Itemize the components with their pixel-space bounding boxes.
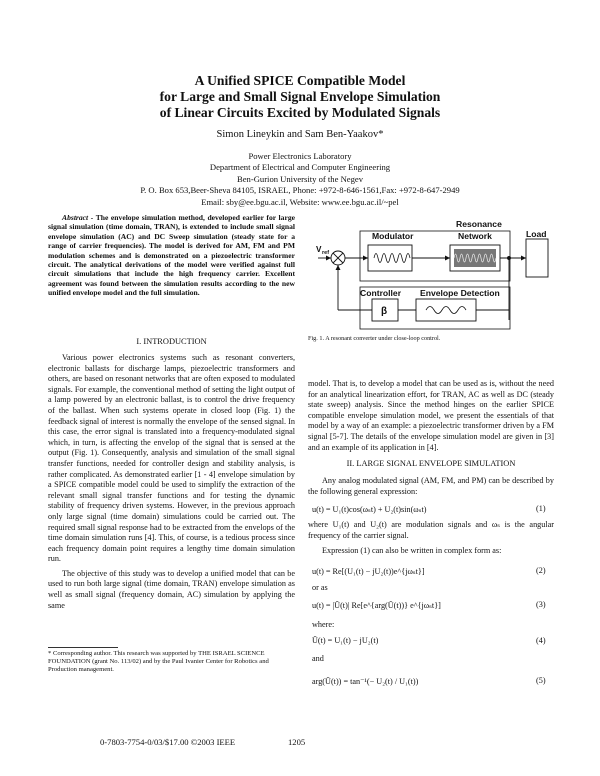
footnote-rule bbox=[48, 647, 118, 648]
title-line-1: A Unified SPICE Compatible Model bbox=[194, 73, 406, 88]
abstract-text: The envelope simulation method, developed earlier for large signal simulation (time domain, TRAN), is extended to include small signal envelope simulation (AC) and DC Sweep simulation (steady state for a range of carrier frequencies). The model is derived for AM, FM and PM modulation schemes and is demonstrated on a piezoelectric transformer circuit. The analytical derivations of the model were verified against full circuit simulations that include the high frequency carrier. Excellent agreement was found between the simulation results according to the new unified envelope model and the full simulation. bbox=[48, 213, 295, 298]
intro-body bbox=[48, 353, 295, 611]
right-col-p4-text: Expression (1) can also be written in complex form as: bbox=[322, 546, 502, 555]
resonance-network-waveform bbox=[454, 249, 496, 267]
intro-heading: I. INTRODUCTION bbox=[136, 337, 207, 346]
figure-1-block-diagram bbox=[312, 215, 556, 331]
abstract-label: Abstract - bbox=[62, 213, 94, 222]
or-as-text: or as bbox=[312, 583, 328, 592]
title-line-2: for Large and Small Signal Envelope Simulation bbox=[159, 89, 441, 104]
abstract bbox=[48, 213, 295, 298]
footnote: * Corresponding author. This research was supported by THE ISRAEL SCIENCE FOUNDATION (grant No. 113/02) and by the Paul Ivanier Center for Robotics and Production management. bbox=[48, 650, 269, 674]
load-box bbox=[526, 239, 548, 277]
right-col-p2-text: Any analog modulated signal (AM, FM, and PM) can be described by the following general expression: bbox=[308, 476, 554, 496]
paper-title bbox=[0, 73, 600, 121]
equation-4-number: (4) bbox=[536, 636, 546, 645]
affiliation-univ: Ben-Gurion University of the Negev bbox=[236, 173, 363, 184]
right-col-paragraph-3: where U₁(t) and U₂(t) are modulation signals and ωₛ is the angular frequency of the carrier signal. bbox=[308, 520, 554, 540]
vref-label: V bbox=[316, 245, 322, 254]
intro-paragraph-2: The objective of this study was to develop a unified model that can be used to run both large signal (time domain, TRAN) envelope simulation as well as small signal (frequency domain, AC) simulation by applying the same bbox=[48, 568, 295, 610]
beta-label: β bbox=[381, 306, 388, 317]
equation-2: u(t) = Re[(U₁(t) − jU₂(t))e^{jωₛt}] bbox=[312, 567, 425, 576]
affiliation-dept: Department of Electrical and Computer Engineering bbox=[209, 162, 391, 173]
controller-label: Controller bbox=[360, 288, 402, 298]
equation-4: Ũ(t) = U₁(t) − jU₂(t) bbox=[312, 636, 379, 645]
equation-1-number: (1) bbox=[536, 504, 546, 513]
envelope-detection-label: Envelope Detection bbox=[420, 288, 500, 298]
intro-paragraph-1: Various power electronics systems such as resonant converters, electronic ballasts for discharge lamps, piezoelectric transformers and others, are based on resonant networks that are often exposed to modulated signals. For example, the conventional method of setting the light output of a lamp powered by an electronic ballast, is to control the drive frequency of the ballast. When such systems operate in closed loop (Fig. 1) the feedback signal of interest is normally the envelope of the sensed signal. In this case, the error signal is translated into a frequency-modulated signal which, in turn, is affecting the envelop of the signal that is sensed at the output (Fig. 1). Consequently, analysis and simulation of the small signal transfer functions, needed for controller design and stability analysis, is rather complicated. As demonstrated earlier [1 - 4] envelope simulation by a SPICE compatible model could be used to simplify the extraction of the relevant small signal transfer functions and for testing the dynamic stability of frequency driven systems. However, in the previous approach only large signal (time domain) simulations could be carried out. The required small signal response had to be extracted from the envelops of the time domain simulation runs [4]. This, of course, is a tedious process since each frequency domain point requires a lengthy time domain simulation run. bbox=[48, 353, 295, 564]
right-col-paragraph-2 bbox=[308, 476, 554, 497]
and-text: and bbox=[312, 654, 324, 663]
envelope-detection-box bbox=[416, 299, 476, 321]
right-col-paragraph-1: model. That is, to develop a model that can be used as is, without the need for an analytical linearization effort, for TRAN, AC as well as DC (steady state sweep) analysis. Since the method hinges on the earlier SPICE compatible envelope simulation model, we present the essentials of that model by a way of an example: a piezoelectric transformer driven by a FM signal [5-7]. The details of the envelope simulation model are given in [3] and an example of its application in [4]. bbox=[308, 379, 554, 452]
section-2-heading: II. LARGE SIGNAL ENVELOPE SIMULATION bbox=[346, 459, 516, 468]
equation-3-number: (3) bbox=[536, 600, 546, 609]
affiliation-contact: Email: sby@ee.bgu.ac.il, Website: www.ee.bgu.ac.il/~pel bbox=[201, 196, 399, 207]
affiliation bbox=[0, 151, 600, 208]
equation-2-number: (2) bbox=[536, 566, 546, 575]
equation-5-number: (5) bbox=[536, 676, 546, 685]
equation-1: u(t) = U₁(t)cos(ωₛt) + U₂(t)sin(ωₛt) bbox=[312, 505, 427, 514]
footer-isbn: 0-7803-7754-0/03/$17.00 ©2003 IEEE bbox=[100, 737, 236, 747]
authors: Simon Lineykin and Sam Ben-Yaakov* bbox=[216, 129, 384, 140]
figure-1-caption: Fig. 1. A resonant converter under close-loop control. bbox=[308, 335, 441, 342]
footer-page-number: 1205 bbox=[288, 737, 306, 747]
equation-5: arg(Ũ(t)) = tan⁻¹(− U₂(t) / U₁(t)) bbox=[312, 677, 419, 686]
resonance-label: Resonance bbox=[456, 219, 502, 229]
vref-subscript: ref bbox=[322, 250, 330, 256]
affiliation-address: P. O. Box 653,Beer-Sheva 84105, ISRAEL, Phone: +972-8-646-1561,Fax: +972-8-647-2949 bbox=[140, 185, 460, 196]
equation-3: u(t) = |Ũ(t)| Re[e^{arg(Ũ(t))} e^{jωₛt}] bbox=[312, 601, 441, 610]
modulator-label: Modulator bbox=[372, 231, 414, 241]
title-line-3: of Linear Circuits Excited by Modulated Signals bbox=[159, 105, 441, 120]
load-label: Load bbox=[526, 229, 547, 239]
right-col-paragraph-4 bbox=[308, 546, 554, 557]
affiliation-lab: Power Electronics Laboratory bbox=[248, 151, 352, 161]
network-label: Network bbox=[458, 231, 492, 241]
where-text: where: bbox=[312, 620, 335, 629]
